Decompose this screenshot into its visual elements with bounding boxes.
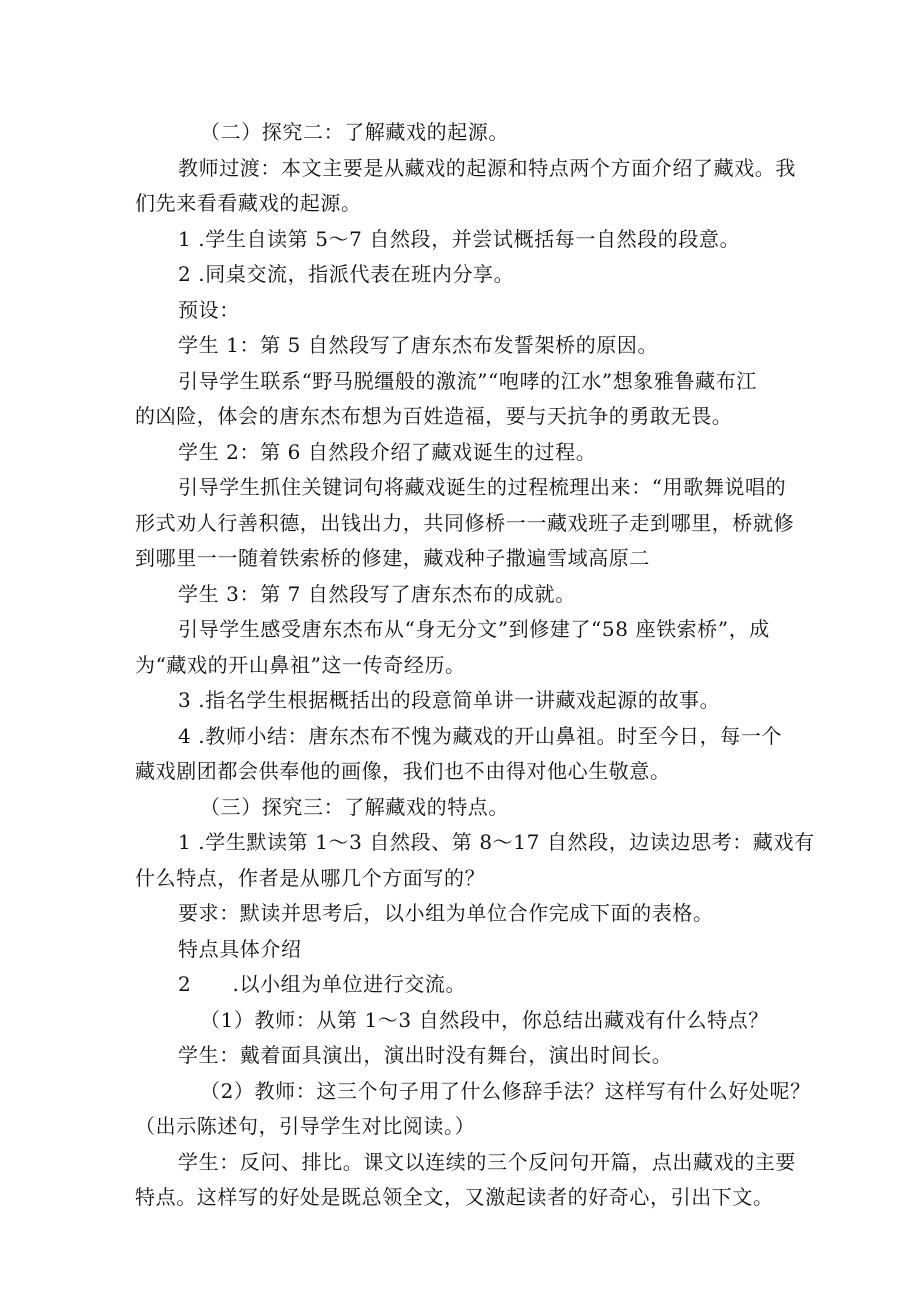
- sub-item-1: （1）教师：从第 1～3 自然段中，你总结出藏戏有什么特点？: [200, 1008, 769, 1032]
- paragraph-line: 的凶险，体会的唐东杰布想为百姓造福，要与天抗争的勇敢无畏。: [135, 404, 733, 428]
- list-item-2: 2 .以小组为单位进行交流。: [178, 972, 467, 996]
- sub-item-2: （2）教师：这三个句子用了什么修辞手法？这样写有什么好处呢？: [200, 1079, 811, 1103]
- paragraph-line: 形式劝人行善积德，出钱出力，共同修桥一一藏戏班子走到哪里，桥就修: [135, 511, 795, 535]
- paragraph-line: 学生 2：第 6 自然段介绍了藏戏诞生的过程。: [178, 440, 597, 464]
- paragraph-line: 学生 3：第 7 自然段写了唐东杰布的成就。: [178, 582, 576, 606]
- paragraph-line: 们先来看看藏戏的起源。: [135, 191, 362, 215]
- paragraph-line: （出示陈述句，引导学生对比阅读。）: [135, 1114, 476, 1138]
- paragraph-line: 到哪里一一随着铁索桥的修建，藏戏种子撒遍雪域高原二: [135, 546, 650, 570]
- paragraph-line: 引导学生抓住关键词句将藏戏诞生的过程梳理出来：“用歌舞说唱的: [178, 475, 787, 499]
- paragraph-line: 教师过渡：本文主要是从藏戏的起源和特点两个方面介绍了藏戏。我: [178, 156, 796, 180]
- paragraph-line: 引导学生感受唐东杰布从“身无分文”到修建了“58 座铁索桥”，成: [178, 617, 770, 641]
- table-caption: 特点具体介绍: [178, 937, 302, 961]
- paragraph-line: 要求：默读并思考后，以小组为单位合作完成下面的表格。: [178, 901, 714, 925]
- paragraph-line: 引导学生联系“野马脱缰般的激流”“咆哮的江水”想象雅鲁藏布江: [178, 369, 757, 393]
- list-item-2: 2 .同桌交流，指派代表在班内分享。: [178, 262, 515, 286]
- section-heading-3: （三）探究三：了解藏戏的特点。: [200, 795, 509, 819]
- list-item-3: 3 .指名学生根据概括出的段意简单讲一讲藏戏起源的故事。: [178, 688, 721, 712]
- paragraph-line: 学生：反问、排比。课文以连续的三个反问句开篇，点出藏戏的主要: [178, 1150, 796, 1174]
- paragraph-line: 什么特点，作者是从哪几个方面写的？: [135, 866, 486, 890]
- section-heading-2: （二）探究二：了解藏戏的起源。: [200, 120, 509, 144]
- list-item-1: 1 .学生自读第 5～7 自然段，并尝试概括每一自然段的段意。: [178, 227, 741, 251]
- paragraph-line: 为“藏戏的开山鼻祖”这一传奇经历。: [135, 653, 466, 677]
- preset-label: 预设：: [178, 298, 240, 322]
- list-item-4: 4 .教师小结：唐东杰布不愧为藏戏的开山鼻祖。时至今日，每一个: [178, 724, 783, 748]
- paragraph-line: 学生 1：第 5 自然段写了唐东杰布发誓架桥的原因。: [178, 333, 659, 357]
- paragraph-line: 特点。这样写的好处是既总领全文，又激起读者的好奇心，引出下文。: [135, 1185, 774, 1209]
- list-item-1: 1 .学生默读第 1～3 自然段、第 8～17 自然段，边读边思考：藏戏有: [178, 830, 815, 854]
- paragraph-line: 学生：戴着面具演出，演出时没有舞台，演出时间长。: [178, 1043, 673, 1067]
- paragraph-line: 藏戏剧团都会供奉他的画像，我们也不由得对他心生敬意。: [135, 759, 671, 783]
